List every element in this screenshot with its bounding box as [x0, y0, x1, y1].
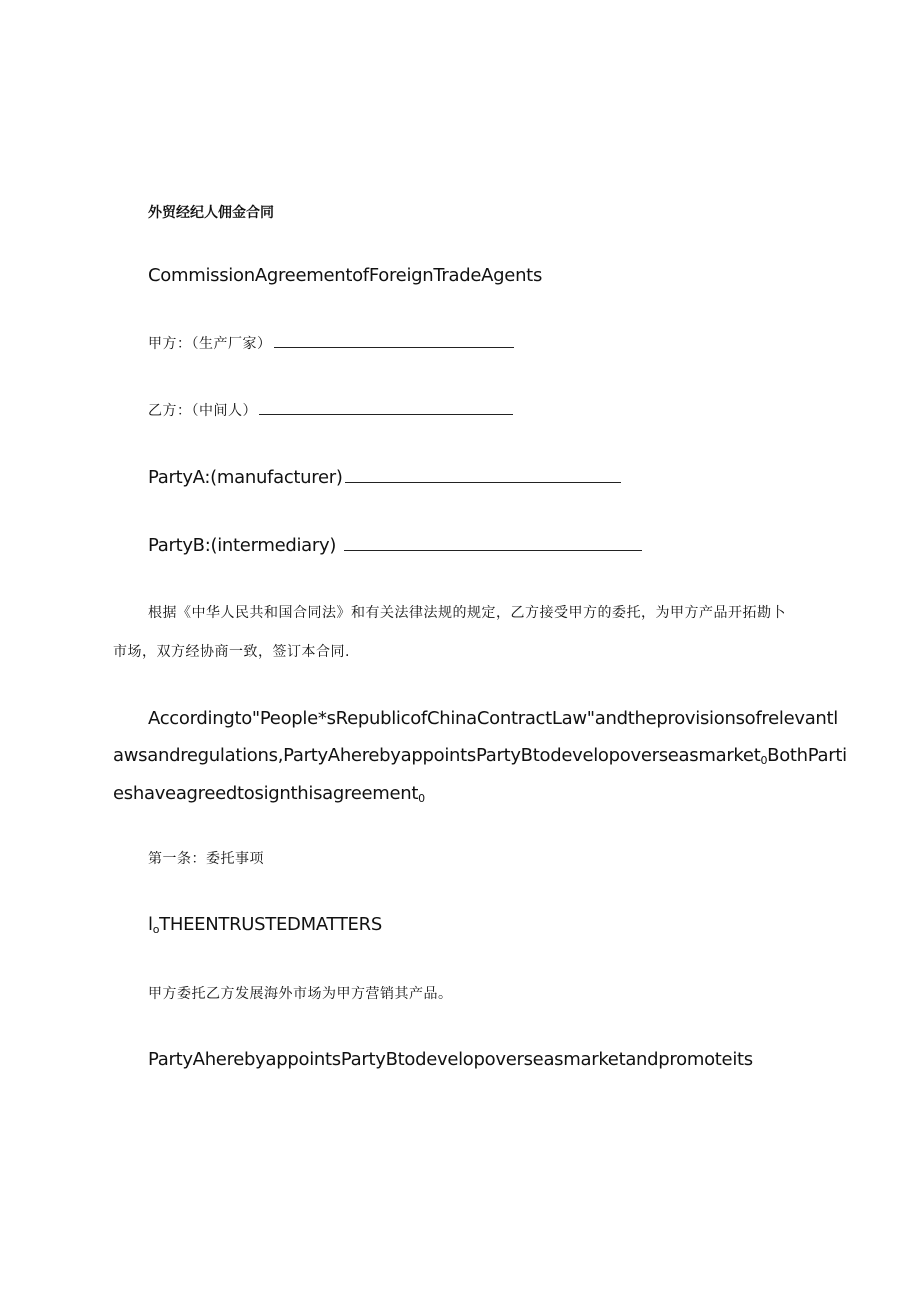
- party-b-cn-blank: [259, 413, 513, 415]
- party-b-en-line: [148, 535, 642, 556]
- party-b-en-blank: [344, 549, 642, 551]
- article1-body-en: PartyAherebyappointsPartyBtodevelopoverseasmarketandpromoteits: [148, 1049, 753, 1070]
- party-a-cn-label: 甲方：（生产厂家）: [148, 336, 272, 352]
- party-b-cn-line: [148, 400, 513, 420]
- preamble-en-line2: [113, 745, 847, 767]
- preamble-en-line3-text: eshaveagreedtosignthisagreement: [113, 783, 419, 804]
- party-b-cn-label: 乙方：（中间人）: [148, 403, 257, 419]
- preamble-cn-line2: 市场，双方经协商一致，签订本合同.: [113, 644, 350, 660]
- title-chinese: 外贸经纪人佣金合同: [148, 205, 274, 221]
- article1-heading-en: [148, 914, 382, 936]
- preamble-en-line2-subscript: 0: [760, 754, 768, 767]
- preamble-cn-line1: 根据《中华人民共和国合同法》和有关法律法规的规定，乙方接受甲方的委托，为甲方产品开拓勘卜: [148, 605, 786, 621]
- party-b-en-label: PartyB:(intermediary): [148, 535, 337, 556]
- article1-body-cn: 甲方委托乙方发展海外市场为甲方营销其产品。: [148, 986, 453, 1002]
- party-a-cn-blank: [274, 346, 514, 348]
- article1-en-subscript: o: [152, 923, 160, 936]
- title-english: CommissionAgreementofForeignTradeAgents: [148, 265, 543, 286]
- preamble-en-line3: [113, 783, 425, 805]
- preamble-en-line3-subscript: 0: [418, 792, 425, 805]
- party-a-cn-line: [148, 333, 514, 353]
- party-a-en-line: [148, 467, 621, 488]
- party-a-en-blank: [345, 481, 621, 483]
- article1-heading-cn: 第一条：委托事项: [148, 851, 264, 867]
- party-a-en-label: PartyA:(manufacturer): [148, 467, 343, 488]
- preamble-en-line1: Accordingto"People*sRepublicofChinaContractLaw"andtheprovisionsofrelevantl: [148, 708, 838, 729]
- preamble-en-line2-tail: BothParti: [767, 745, 847, 766]
- preamble-en-line2-text: awsandregulations,PartyAherebyappointsPartyBtodevelopoverseasmarket: [113, 745, 761, 766]
- article1-en-prefix: l: [148, 914, 153, 935]
- article1-en-text: THEENTRUSTEDMATTERS: [159, 914, 382, 935]
